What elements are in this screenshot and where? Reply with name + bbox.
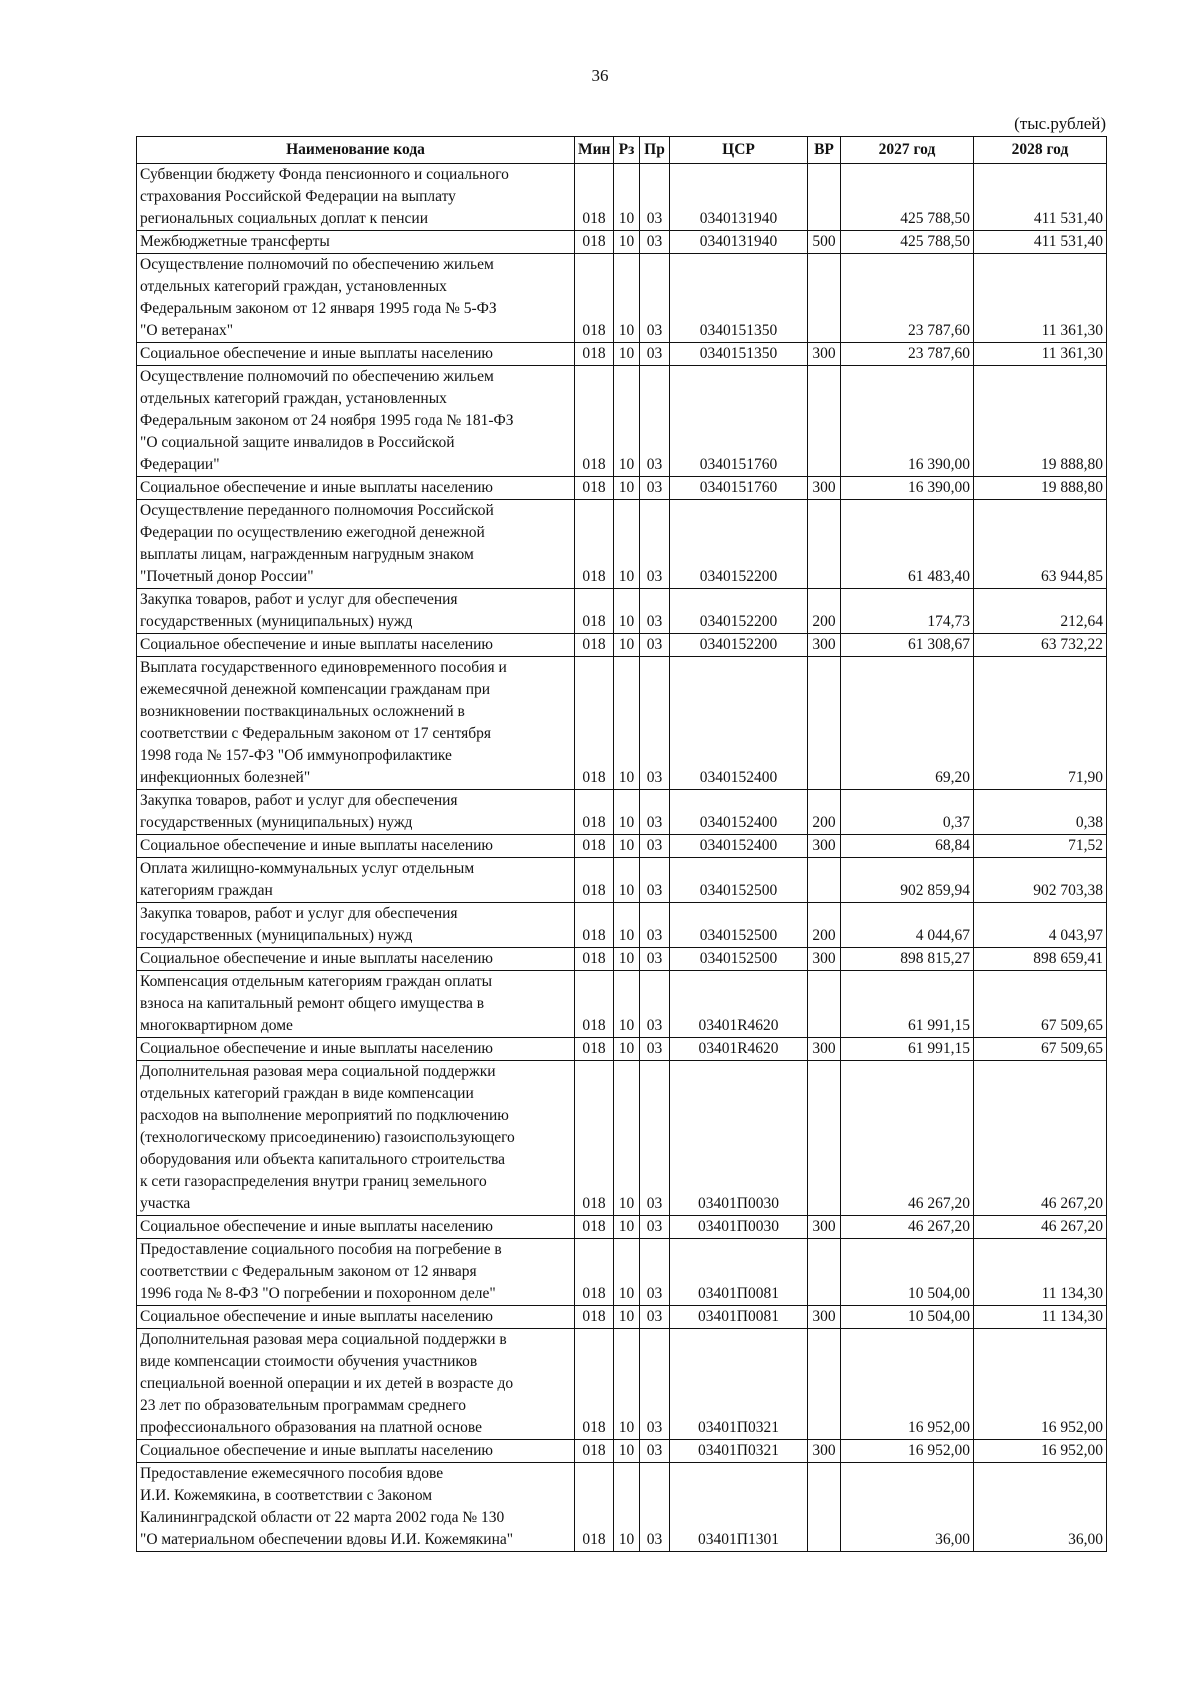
row-csr: 03401R4620 <box>670 1038 808 1061</box>
row-name: Закупка товаров, работ и услуг для обеспечения государственных (муниципальных) нужд <box>137 903 575 948</box>
row-min: 018 <box>575 254 614 343</box>
row-name: Оплата жилищно-коммунальных услуг отдельным категориям граждан <box>137 858 575 903</box>
row-pr: 03 <box>640 366 670 477</box>
row-pr: 03 <box>640 1216 670 1239</box>
row-csr: 0340151350 <box>670 254 808 343</box>
page-number: 36 <box>591 66 609 85</box>
row-rz: 10 <box>614 1038 640 1061</box>
row-rz: 10 <box>614 231 640 254</box>
row-csr: 0340151350 <box>670 343 808 366</box>
row-pr: 03 <box>640 477 670 500</box>
row-vr <box>808 1463 841 1552</box>
row-amount-2028: 67 509,65 <box>974 1038 1107 1061</box>
row-min: 018 <box>575 500 614 589</box>
row-name: Предоставление ежемесячного пособия вдове И.И. Кожемякина, в соответствии с Законом Калининградской области от 22 марта 2002 года № 130 "О материальном обеспечении вдовы И.И. Кожемякина" <box>137 1463 575 1552</box>
table-row <box>137 1239 1107 1306</box>
row-pr: 03 <box>640 1329 670 1440</box>
row-vr: 300 <box>808 634 841 657</box>
row-amount-2028: 19 888,80 <box>974 477 1107 500</box>
row-min: 018 <box>575 835 614 858</box>
row-csr: 03401П0081 <box>670 1306 808 1329</box>
row-vr <box>808 164 841 231</box>
row-amount-2028: 16 952,00 <box>974 1329 1107 1440</box>
row-pr: 03 <box>640 1306 670 1329</box>
row-csr: 0340152200 <box>670 500 808 589</box>
row-name: Закупка товаров, работ и услуг для обеспечения государственных (муниципальных) нужд <box>137 790 575 835</box>
row-amount-2027: 46 267,20 <box>841 1216 974 1239</box>
header-pr: Пр <box>640 137 670 164</box>
row-rz: 10 <box>614 948 640 971</box>
row-min: 018 <box>575 1329 614 1440</box>
row-amount-2027: 898 815,27 <box>841 948 974 971</box>
table-row <box>137 971 1107 1038</box>
row-vr <box>808 1061 841 1216</box>
row-rz: 10 <box>614 858 640 903</box>
row-pr: 03 <box>640 164 670 231</box>
row-rz: 10 <box>614 254 640 343</box>
row-vr: 300 <box>808 948 841 971</box>
table-row <box>137 790 1107 835</box>
table-row <box>137 477 1107 500</box>
row-amount-2027: 68,84 <box>841 835 974 858</box>
table-row <box>137 948 1107 971</box>
row-min: 018 <box>575 657 614 790</box>
row-name: Осуществление полномочий по обеспечению жильем отдельных категорий граждан, установленных Федеральным законом от 24 ноября 1995 года № 181-ФЗ "О социальной защите инвалидов в Российской Федерации" <box>137 366 575 477</box>
row-amount-2028: 16 952,00 <box>974 1440 1107 1463</box>
row-csr: 03401П0030 <box>670 1216 808 1239</box>
table-row <box>137 1440 1107 1463</box>
row-amount-2027: 16 390,00 <box>841 477 974 500</box>
row-amount-2027: 425 788,50 <box>841 164 974 231</box>
row-min: 018 <box>575 1463 614 1552</box>
row-rz: 10 <box>614 500 640 589</box>
row-min: 018 <box>575 366 614 477</box>
row-amount-2027: 16 390,00 <box>841 366 974 477</box>
row-min: 018 <box>575 343 614 366</box>
table-row <box>137 1463 1107 1552</box>
row-rz: 10 <box>614 343 640 366</box>
table-row <box>137 1329 1107 1440</box>
row-amount-2027: 36,00 <box>841 1463 974 1552</box>
row-amount-2028: 898 659,41 <box>974 948 1107 971</box>
row-name: Межбюджетные трансферты <box>137 231 575 254</box>
row-min: 018 <box>575 1216 614 1239</box>
row-min: 018 <box>575 903 614 948</box>
row-pr: 03 <box>640 903 670 948</box>
header-rz: Рз <box>614 137 640 164</box>
row-pr: 03 <box>640 1239 670 1306</box>
row-csr: 0340152500 <box>670 858 808 903</box>
row-amount-2028: 902 703,38 <box>974 858 1107 903</box>
row-rz: 10 <box>614 1329 640 1440</box>
row-amount-2027: 16 952,00 <box>841 1440 974 1463</box>
row-name: Социальное обеспечение и иные выплаты населению <box>137 343 575 366</box>
row-vr <box>808 657 841 790</box>
row-min: 018 <box>575 634 614 657</box>
row-rz: 10 <box>614 1306 640 1329</box>
row-name: Социальное обеспечение и иные выплаты населению <box>137 948 575 971</box>
row-name: Дополнительная разовая мера социальной поддержки в виде компенсации стоимости обучения участников специальной военной операции и их детей в возрасте до 23 лет по образовательным программам среднего профессионального образования на платной основе <box>137 1329 575 1440</box>
row-pr: 03 <box>640 634 670 657</box>
row-rz: 10 <box>614 1463 640 1552</box>
row-csr: 03401П1301 <box>670 1463 808 1552</box>
row-pr: 03 <box>640 1061 670 1216</box>
header-min: Мин <box>575 137 614 164</box>
row-csr: 0340152500 <box>670 903 808 948</box>
row-pr: 03 <box>640 1038 670 1061</box>
row-name: Социальное обеспечение и иные выплаты населению <box>137 477 575 500</box>
row-amount-2027: 902 859,94 <box>841 858 974 903</box>
table-row <box>137 835 1107 858</box>
row-csr: 0340131940 <box>670 164 808 231</box>
row-csr: 0340152400 <box>670 790 808 835</box>
header-vr: ВР <box>808 137 841 164</box>
row-min: 018 <box>575 971 614 1038</box>
row-pr: 03 <box>640 254 670 343</box>
row-amount-2028: 71,52 <box>974 835 1107 858</box>
row-amount-2028: 11 361,30 <box>974 254 1107 343</box>
row-amount-2028: 11 361,30 <box>974 343 1107 366</box>
row-name: Социальное обеспечение и иные выплаты населению <box>137 1440 575 1463</box>
table-row <box>137 903 1107 948</box>
row-name: Социальное обеспечение и иные выплаты населению <box>137 1306 575 1329</box>
table-row <box>137 634 1107 657</box>
row-amount-2027: 23 787,60 <box>841 343 974 366</box>
row-amount-2027: 425 788,50 <box>841 231 974 254</box>
row-amount-2028: 46 267,20 <box>974 1216 1107 1239</box>
row-csr: 0340152200 <box>670 634 808 657</box>
row-min: 018 <box>575 1061 614 1216</box>
row-vr <box>808 366 841 477</box>
row-min: 018 <box>575 1440 614 1463</box>
row-rz: 10 <box>614 657 640 790</box>
row-amount-2027: 69,20 <box>841 657 974 790</box>
row-amount-2027: 46 267,20 <box>841 1061 974 1216</box>
row-rz: 10 <box>614 589 640 634</box>
row-pr: 03 <box>640 343 670 366</box>
row-amount-2027: 10 504,00 <box>841 1239 974 1306</box>
row-min: 018 <box>575 948 614 971</box>
row-name: Закупка товаров, работ и услуг для обеспечения государственных (муниципальных) нужд <box>137 589 575 634</box>
row-name: Осуществление полномочий по обеспечению жильем отдельных категорий граждан, установленных Федеральным законом от 12 января 1995 года № 5-ФЗ "О ветеранах" <box>137 254 575 343</box>
header-name: Наименование кода <box>137 137 575 164</box>
row-vr: 500 <box>808 231 841 254</box>
row-amount-2028: 11 134,30 <box>974 1239 1107 1306</box>
row-pr: 03 <box>640 1463 670 1552</box>
row-csr: 0340152500 <box>670 948 808 971</box>
row-rz: 10 <box>614 366 640 477</box>
header-csr: ЦСР <box>670 137 808 164</box>
units-label: (тыс.рублей) <box>1014 114 1106 133</box>
table-row <box>137 657 1107 790</box>
row-vr <box>808 1329 841 1440</box>
table-row <box>137 164 1107 231</box>
row-vr <box>808 858 841 903</box>
row-csr: 03401П0321 <box>670 1440 808 1463</box>
row-rz: 10 <box>614 1239 640 1306</box>
row-amount-2028: 46 267,20 <box>974 1061 1107 1216</box>
row-name: Осуществление переданного полномочия Российской Федерации по осуществлению ежегодной денежной выплаты лицам, награжденным нагрудным знаком "Почетный донор России" <box>137 500 575 589</box>
row-vr <box>808 971 841 1038</box>
row-pr: 03 <box>640 858 670 903</box>
row-amount-2027: 10 504,00 <box>841 1306 974 1329</box>
row-name: Социальное обеспечение и иные выплаты населению <box>137 1038 575 1061</box>
table-header-row <box>137 137 1107 164</box>
row-amount-2027: 61 483,40 <box>841 500 974 589</box>
row-rz: 10 <box>614 164 640 231</box>
row-csr: 03401П0321 <box>670 1329 808 1440</box>
header-2028: 2028 год <box>974 137 1107 164</box>
row-name: Социальное обеспечение и иные выплаты населению <box>137 634 575 657</box>
row-vr <box>808 1239 841 1306</box>
row-rz: 10 <box>614 790 640 835</box>
row-amount-2028: 4 043,97 <box>974 903 1107 948</box>
row-pr: 03 <box>640 231 670 254</box>
row-min: 018 <box>575 858 614 903</box>
row-pr: 03 <box>640 1440 670 1463</box>
row-vr: 300 <box>808 1216 841 1239</box>
row-vr: 200 <box>808 589 841 634</box>
row-csr: 0340151760 <box>670 366 808 477</box>
row-name: Компенсация отдельным категориям граждан оплаты взноса на капитальный ремонт общего имущества в многоквартирном доме <box>137 971 575 1038</box>
table-row <box>137 1061 1107 1216</box>
row-name: Дополнительная разовая мера социальной поддержки отдельных категорий граждан в виде компенсации расходов на выполнение мероприятий по подключению (технологическому присоединению) газоиспользующего оборудования или объекта капитального строительства к сети газораспределения внутри границ земельного участка <box>137 1061 575 1216</box>
row-pr: 03 <box>640 835 670 858</box>
row-amount-2028: 67 509,65 <box>974 971 1107 1038</box>
table-row <box>137 858 1107 903</box>
row-amount-2028: 212,64 <box>974 589 1107 634</box>
table-row <box>137 254 1107 343</box>
row-amount-2027: 174,73 <box>841 589 974 634</box>
row-amount-2028: 411 531,40 <box>974 231 1107 254</box>
row-amount-2028: 63 732,22 <box>974 634 1107 657</box>
row-csr: 03401П0030 <box>670 1061 808 1216</box>
row-vr: 300 <box>808 835 841 858</box>
row-min: 018 <box>575 1306 614 1329</box>
row-amount-2027: 4 044,67 <box>841 903 974 948</box>
table-body <box>137 164 1107 1552</box>
table-row <box>137 589 1107 634</box>
row-vr: 300 <box>808 1306 841 1329</box>
row-amount-2027: 16 952,00 <box>841 1329 974 1440</box>
row-amount-2028: 71,90 <box>974 657 1107 790</box>
row-min: 018 <box>575 231 614 254</box>
row-rz: 10 <box>614 971 640 1038</box>
row-amount-2027: 23 787,60 <box>841 254 974 343</box>
row-rz: 10 <box>614 477 640 500</box>
row-amount-2028: 36,00 <box>974 1463 1107 1552</box>
row-csr: 0340131940 <box>670 231 808 254</box>
row-amount-2027: 61 991,15 <box>841 1038 974 1061</box>
row-csr: 0340152200 <box>670 589 808 634</box>
row-csr: 03401R4620 <box>670 971 808 1038</box>
row-name: Предоставление социального пособия на погребение в соответствии с Федеральным законом от 12 января 1996 года № 8-ФЗ "О погребении и похоронном деле" <box>137 1239 575 1306</box>
row-pr: 03 <box>640 971 670 1038</box>
table-row <box>137 231 1107 254</box>
row-name: Субвенции бюджету Фонда пенсионного и социального страхования Российской Федерации на выплату региональных социальных доплат к пенсии <box>137 164 575 231</box>
row-amount-2027: 61 991,15 <box>841 971 974 1038</box>
row-vr: 300 <box>808 477 841 500</box>
row-vr: 300 <box>808 343 841 366</box>
row-csr: 0340151760 <box>670 477 808 500</box>
table-row <box>137 1216 1107 1239</box>
row-vr: 200 <box>808 790 841 835</box>
row-amount-2027: 0,37 <box>841 790 974 835</box>
row-min: 018 <box>575 477 614 500</box>
row-min: 018 <box>575 164 614 231</box>
row-rz: 10 <box>614 1061 640 1216</box>
row-csr: 0340152400 <box>670 657 808 790</box>
row-rz: 10 <box>614 1216 640 1239</box>
row-name: Социальное обеспечение и иные выплаты населению <box>137 1216 575 1239</box>
row-name: Выплата государственного единовременного пособия и ежемесячной денежной компенсации гражданам при возникновении поствакцинальных осложнений в соответствии с Федеральным законом от 17 сентября 1998 года № 157-ФЗ "Об иммунопрофилактике инфекционных болезней" <box>137 657 575 790</box>
row-vr: 200 <box>808 903 841 948</box>
row-amount-2028: 0,38 <box>974 790 1107 835</box>
table-row <box>137 500 1107 589</box>
table-row <box>137 343 1107 366</box>
row-vr <box>808 500 841 589</box>
row-amount-2027: 61 308,67 <box>841 634 974 657</box>
row-rz: 10 <box>614 903 640 948</box>
budget-table <box>136 136 1107 1552</box>
row-min: 018 <box>575 1239 614 1306</box>
row-amount-2028: 411 531,40 <box>974 164 1107 231</box>
table-row <box>137 366 1107 477</box>
row-vr: 300 <box>808 1440 841 1463</box>
row-pr: 03 <box>640 657 670 790</box>
row-pr: 03 <box>640 500 670 589</box>
row-amount-2028: 11 134,30 <box>974 1306 1107 1329</box>
row-vr <box>808 254 841 343</box>
row-min: 018 <box>575 790 614 835</box>
row-amount-2028: 19 888,80 <box>974 366 1107 477</box>
row-amount-2028: 63 944,85 <box>974 500 1107 589</box>
row-pr: 03 <box>640 948 670 971</box>
header-2027: 2027 год <box>841 137 974 164</box>
row-rz: 10 <box>614 634 640 657</box>
row-rz: 10 <box>614 835 640 858</box>
row-rz: 10 <box>614 1440 640 1463</box>
row-min: 018 <box>575 1038 614 1061</box>
table-row <box>137 1306 1107 1329</box>
row-csr: 0340152400 <box>670 835 808 858</box>
row-pr: 03 <box>640 589 670 634</box>
row-min: 018 <box>575 589 614 634</box>
row-vr: 300 <box>808 1038 841 1061</box>
row-csr: 03401П0081 <box>670 1239 808 1306</box>
row-pr: 03 <box>640 790 670 835</box>
table-row <box>137 1038 1107 1061</box>
row-name: Социальное обеспечение и иные выплаты населению <box>137 835 575 858</box>
